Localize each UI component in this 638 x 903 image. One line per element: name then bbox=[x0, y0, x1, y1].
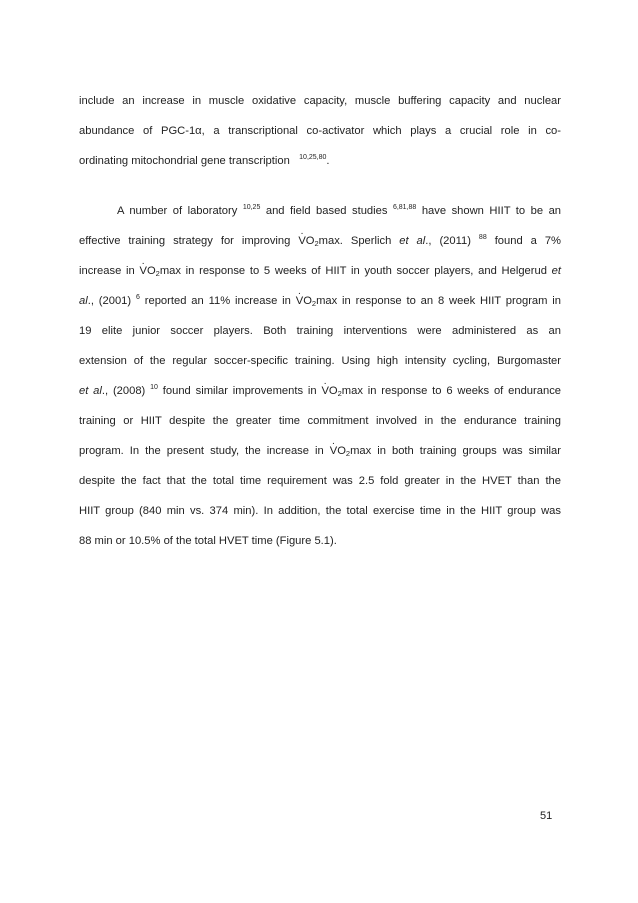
text-line-content: include an increase in muscle oxidative capacity, muscle buffering capacity and nuclear bbox=[79, 95, 561, 107]
citation-ref: 10,25,80 bbox=[299, 154, 327, 161]
vo2-o-symbol: O bbox=[305, 235, 315, 247]
text-line-content: ordinating mitochondrial gene transcription bbox=[79, 155, 290, 167]
vo2-v-symbol: V · bbox=[298, 235, 305, 248]
text-line-content: 88 min or 10.5% of the total HVET time (Figure 5.1). bbox=[79, 535, 337, 547]
text-line bbox=[79, 415, 561, 428]
citation-ref: 10 bbox=[150, 384, 158, 391]
text-segment: have shown HIIT to be an bbox=[421, 205, 562, 217]
vo2-v-symbol: V · bbox=[321, 385, 328, 398]
italic-al: al bbox=[79, 295, 88, 307]
subscript: 2 bbox=[345, 449, 351, 458]
citation-ref: 10,25 bbox=[242, 204, 261, 211]
text-segment: max in response to an 8 week HIIT program in bbox=[316, 295, 562, 307]
text-line bbox=[79, 445, 561, 458]
italic-et-al: et al bbox=[79, 385, 102, 397]
text-line-content: abundance of PGC-1α, a transcriptional co-activator which plays a crucial role in co- bbox=[79, 125, 561, 137]
vo2-o-symbol: O bbox=[146, 265, 156, 277]
citation-ref: 6,81,88 bbox=[392, 204, 417, 211]
vo2-v-symbol: V · bbox=[296, 295, 303, 308]
text-line bbox=[79, 125, 561, 138]
text-segment: found a 7% bbox=[494, 235, 561, 247]
text-line bbox=[79, 385, 561, 398]
text-line bbox=[79, 325, 561, 338]
citation-ref: 6 bbox=[136, 294, 140, 301]
text-line bbox=[79, 505, 561, 518]
subscript: 2 bbox=[311, 299, 317, 308]
text-line bbox=[79, 355, 561, 368]
text-segment: max in both training groups was similar bbox=[350, 445, 561, 457]
text-line bbox=[79, 235, 561, 248]
italic-et: et bbox=[551, 265, 562, 277]
text-segment: A number of laboratory bbox=[117, 205, 238, 217]
text-line bbox=[79, 475, 561, 488]
subscript: 2 bbox=[314, 239, 319, 248]
text-segment: increase in bbox=[79, 265, 135, 277]
punctuation: . bbox=[326, 155, 330, 167]
text-line bbox=[79, 95, 561, 108]
text-line-content: HIIT group (840 min vs. 374 min). In addition, the total exercise time in the HIIT group was bbox=[79, 505, 561, 517]
subscript: 2 bbox=[337, 389, 342, 398]
vo2-o-symbol: O bbox=[328, 385, 338, 397]
text-line-content: despite the fact that the total time requirement was 2.5 fold greater in the HVET than the bbox=[79, 475, 561, 487]
text-line bbox=[79, 535, 561, 548]
text-line-content: 19 elite junior soccer players. Both training interventions were administered as an bbox=[79, 325, 561, 337]
text-segment: found similar improvements in bbox=[162, 385, 317, 397]
text-segment: ., (2008) bbox=[101, 385, 146, 397]
vo2-v-symbol: V · bbox=[330, 445, 337, 458]
text-line bbox=[117, 205, 561, 218]
citation-ref: 88 bbox=[478, 234, 487, 241]
text-line-content: training or HIIT despite the greater time commitment involved in the endurance training bbox=[79, 415, 561, 427]
vo2-v-symbol: V · bbox=[139, 265, 146, 278]
text-line-content: extension of the regular soccer-specific training. Using high intensity cycling, Burgomaster bbox=[79, 355, 561, 367]
text-segment: max in response to 6 weeks of endurance bbox=[341, 385, 562, 397]
vo2-o-symbol: O bbox=[337, 445, 346, 457]
text-segment: program. In the present study, the increase in bbox=[79, 445, 324, 457]
text-segment: reported an 11% increase in bbox=[144, 295, 291, 307]
text-segment: max in response to 5 weeks of HIIT in youth soccer players, and Helgerud bbox=[159, 265, 547, 277]
text-segment: ., (2001) bbox=[87, 295, 132, 307]
text-line bbox=[79, 295, 561, 308]
subscript: 2 bbox=[155, 269, 160, 278]
text-segment: ., (2011) bbox=[425, 235, 471, 247]
vo2-o-symbol: O bbox=[303, 295, 312, 307]
text-line bbox=[79, 265, 561, 278]
text-segment: and field based studies bbox=[265, 205, 388, 217]
text-line bbox=[79, 155, 561, 168]
page-number: 51 bbox=[540, 810, 553, 822]
text-segment: max. Sperlich bbox=[318, 235, 392, 247]
text-segment: effective training strategy for improving bbox=[79, 235, 291, 247]
italic-et-al: et al bbox=[399, 235, 426, 247]
